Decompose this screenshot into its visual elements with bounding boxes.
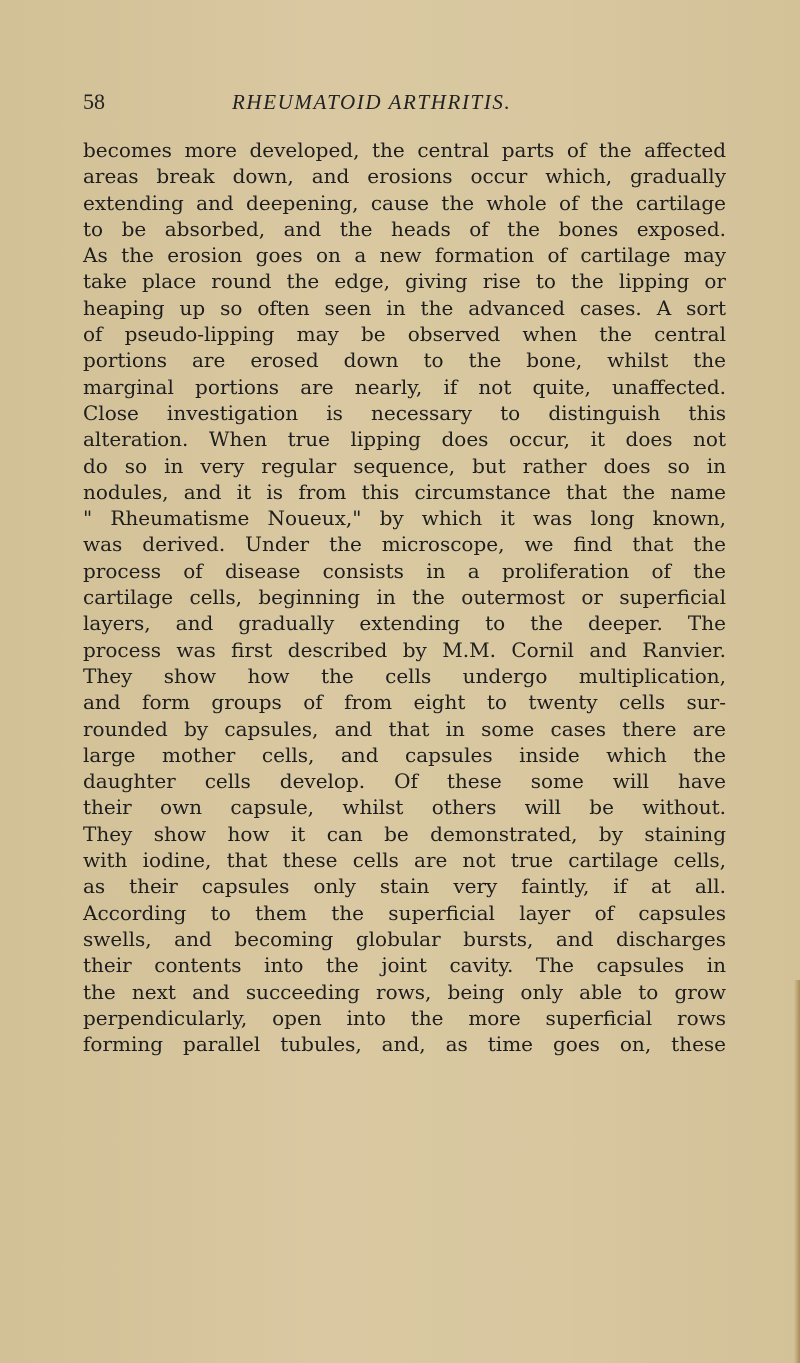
- text-line: Close investigation is necessary to distinguish this: [83, 400, 726, 425]
- page-edge-shadow: [794, 980, 800, 1363]
- text-line: heaping up so often seen in the advanced cases. A sort: [83, 295, 726, 320]
- text-line: the next and succeeding rows, being only able to grow: [83, 979, 726, 1004]
- text-line: layers, and gradually extending to the deeper. The: [83, 611, 726, 636]
- text-line: process of disease consists in a proliferation of the: [83, 558, 726, 583]
- text-line: with iodine, that these cells are not true cartilage cells,: [83, 848, 726, 873]
- text-line: large mother cells, and capsules inside which the: [83, 742, 726, 767]
- running-header: [0, 87, 800, 117]
- text-line: their contents into the joint cavity. The capsules in: [83, 953, 726, 978]
- text-line: of pseudo-lipping may be observed when the central: [83, 322, 726, 347]
- text-line: areas break down, and erosions occur which, gradually: [83, 164, 726, 189]
- text-line: " Rheumatisme Noueux," by which it was long known,: [83, 506, 726, 531]
- text-line: process was first described by M.M. Cornil and Ranvier.: [83, 637, 726, 662]
- text-line: perpendicularly, open into the more superficial rows: [83, 1005, 726, 1030]
- text-line: cartilage cells, beginning in the outermost or superficial: [83, 585, 726, 610]
- text-line: take place round the edge, giving rise to the lipping or: [83, 269, 726, 294]
- text-line: rounded by capsules, and that in some cases there are: [83, 716, 726, 741]
- text-line: marginal portions are nearly, if not quite, unaffected.: [83, 374, 726, 399]
- text-line: and form groups of from eight to twenty cells sur-: [83, 690, 726, 715]
- text-line: nodules, and it is from this circumstance that the name: [83, 479, 726, 504]
- text-line: forming parallel tubules, and, as time goes on, these: [83, 1032, 726, 1057]
- text-line: was derived. Under the microscope, we find that the: [83, 532, 726, 557]
- text-line: They show how it can be demonstrated, by staining: [83, 821, 726, 846]
- text-line: They show how the cells undergo multiplication,: [83, 663, 726, 688]
- text-line: do so in very regular sequence, but rather does so in: [83, 453, 726, 478]
- page-number: 58: [83, 89, 105, 114]
- text-line: swells, and becoming globular bursts, and discharges: [83, 926, 726, 951]
- text-line: As the erosion goes on a new formation of cartilage may: [83, 243, 726, 268]
- text-line: daughter cells develop. Of these some will have: [83, 769, 726, 794]
- text-line: extending and deepening, cause the whole of the cartilage: [83, 190, 726, 215]
- text-line: alteration. When true lipping does occur, it does not: [83, 427, 726, 452]
- text-line: becomes more developed, the central parts of the affected: [83, 138, 726, 162]
- text-line: their own capsule, whilst others will be without.: [83, 795, 726, 820]
- text-line: According to them the superficial layer of capsules: [83, 900, 726, 925]
- text-line: to be absorbed, and the heads of the bones exposed.: [83, 216, 726, 241]
- text-line: as their capsules only stain very faintly, if at all.: [83, 874, 726, 899]
- body-text: [83, 137, 726, 1057]
- text-line: portions are erosed down to the bone, whilst the: [83, 348, 726, 373]
- running-title: RHEUMATOID ARTHRITIS.: [232, 90, 512, 114]
